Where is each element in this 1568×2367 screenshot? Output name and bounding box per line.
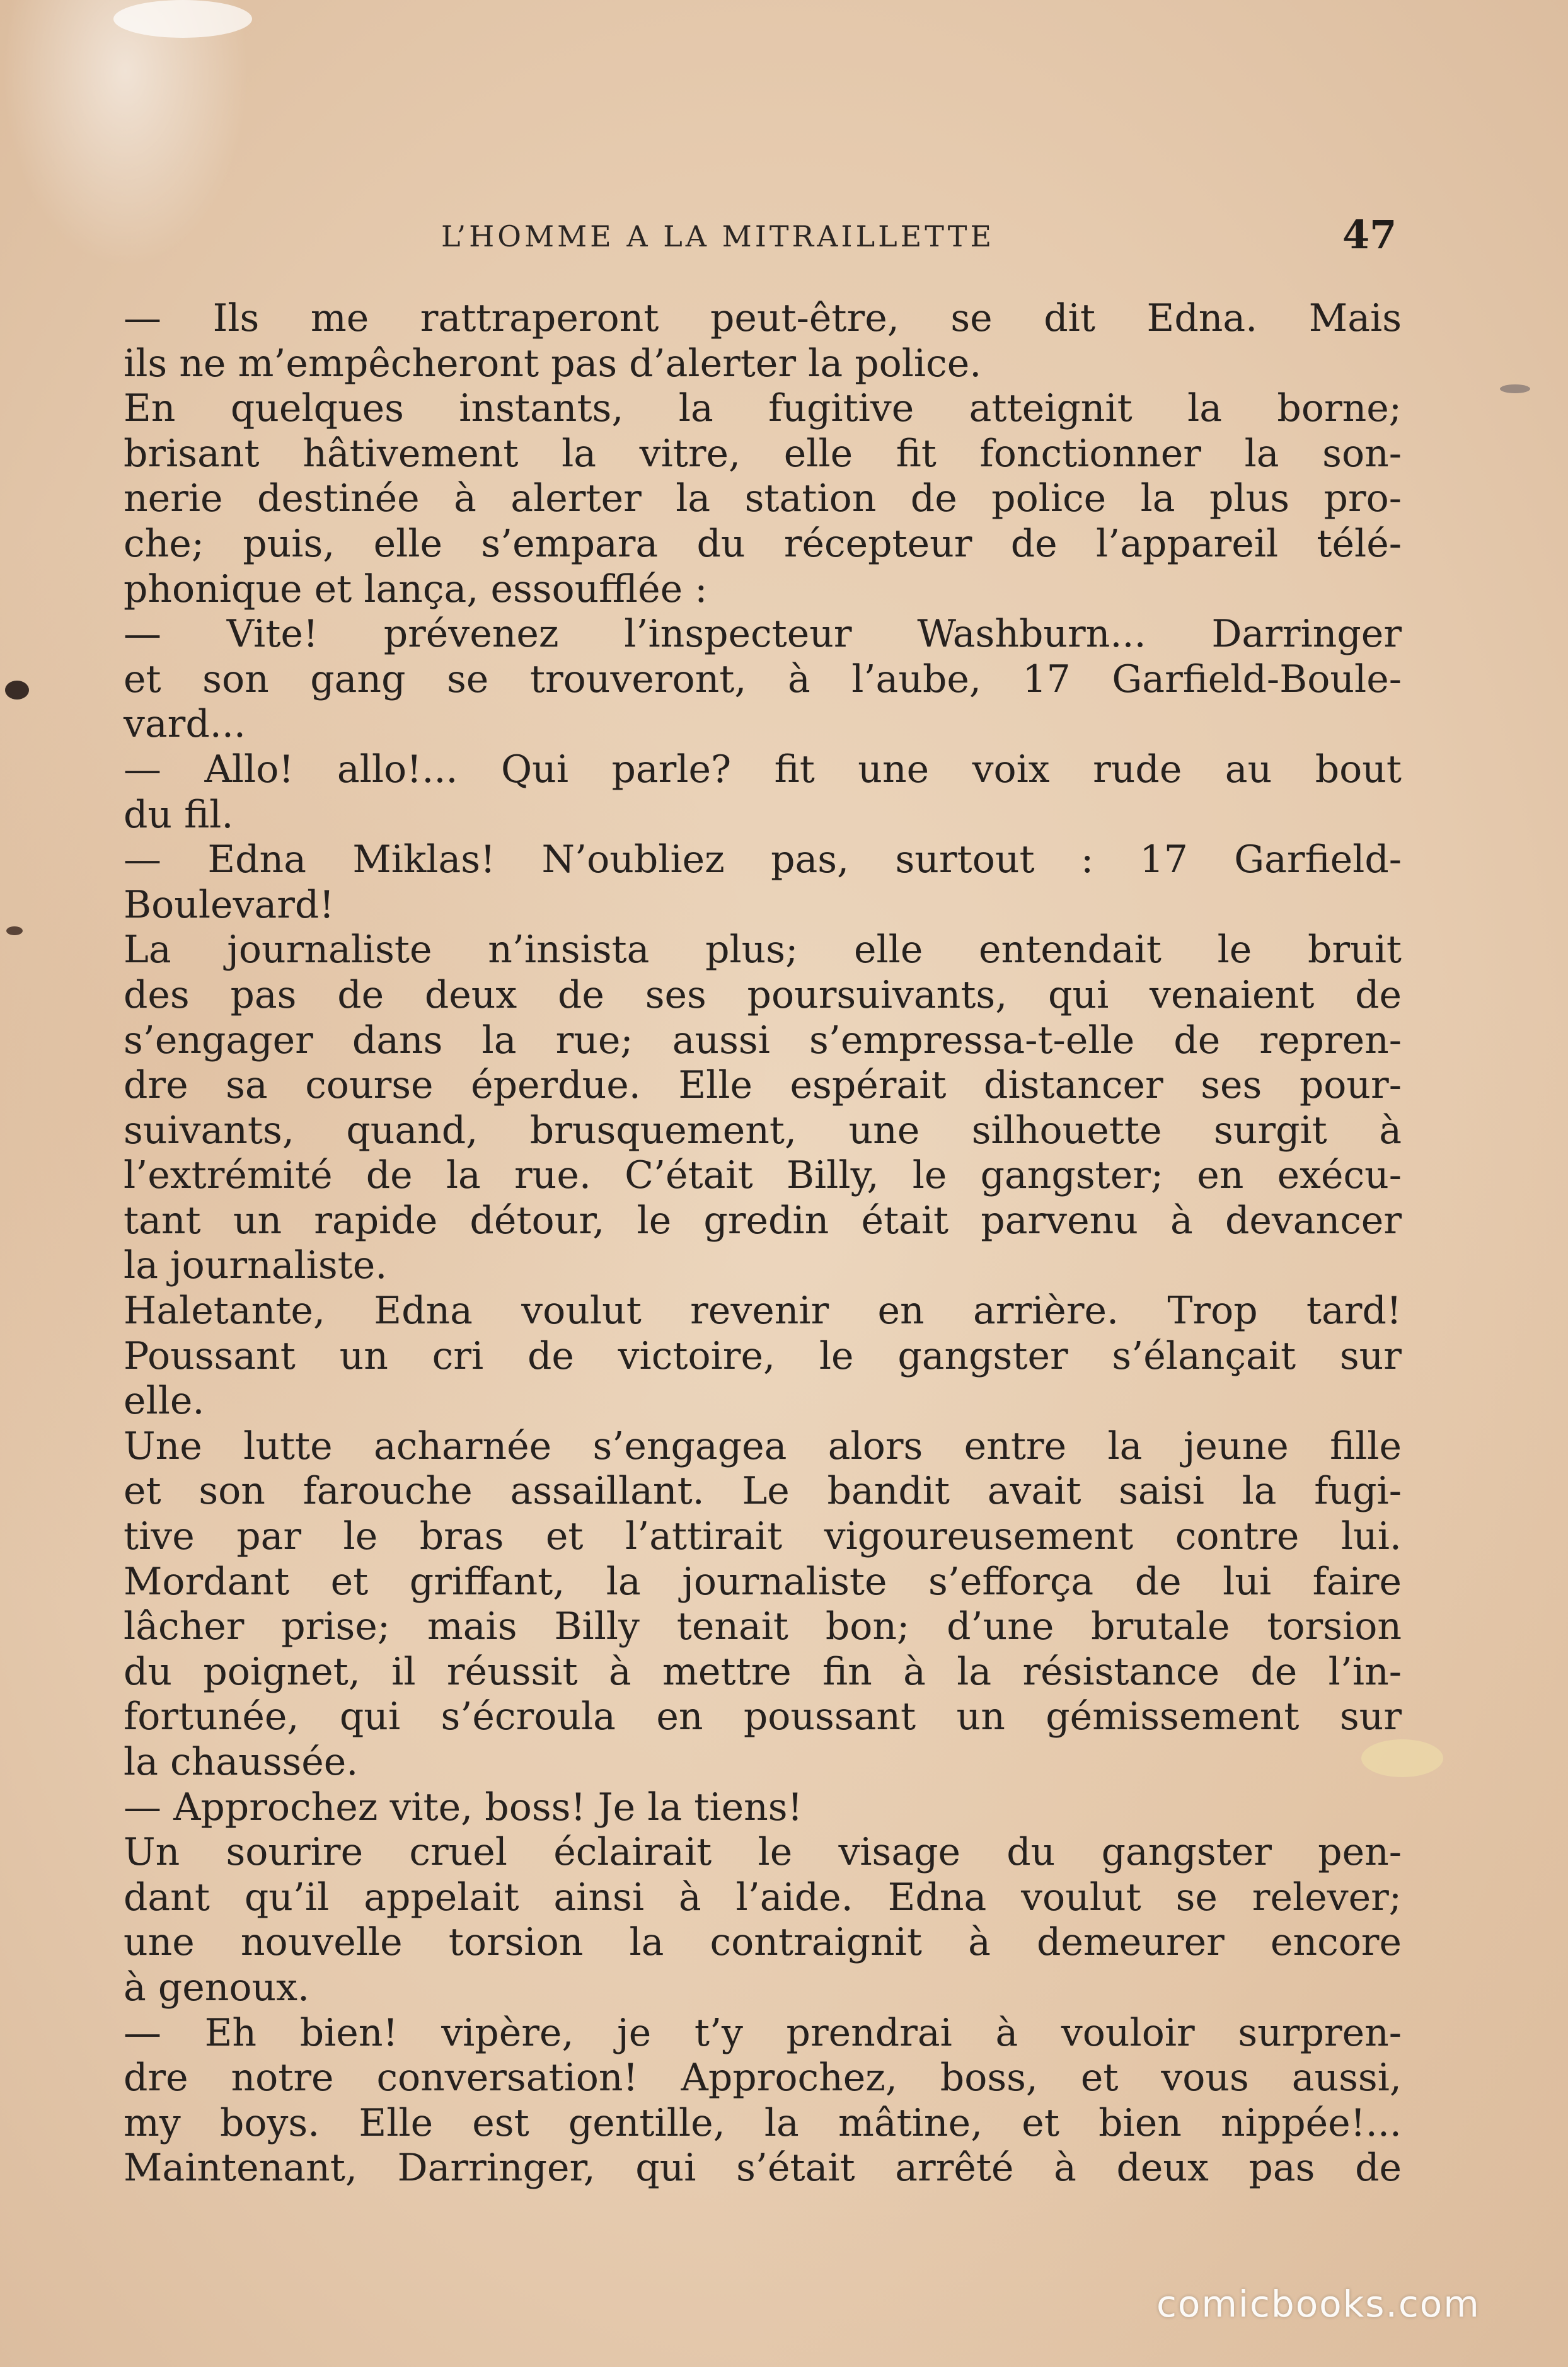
text-line: tive par le bras et l’attirait vigoureusement contre lui.	[124, 1514, 1402, 1559]
text-line: et son farouche assaillant. Le bandit avait saisi la fugi-	[124, 1469, 1402, 1514]
text-line: Poussant un cri de victoire, le gangster s’élançait sur	[124, 1333, 1402, 1378]
paper-wear-mark	[113, 0, 252, 38]
text-line: fortunée, qui s’écroula en poussant un gémissement sur	[124, 1695, 1402, 1739]
text-line: — Allo! allo!... Qui parle? fit une voix rude au bout	[124, 747, 1402, 792]
text-line: dre sa course éperdue. Elle espérait distancer ses pour-	[124, 1063, 1402, 1108]
text-line: du poignet, il réussit à mettre fin à la résistance de l’in-	[124, 1649, 1402, 1694]
text-line: dant qu’il appelait ainsi à l’aide. Edna voulut se relever;	[124, 1875, 1402, 1920]
text-line: ils ne m’empêcheront pas d’alerter la police.	[124, 341, 982, 386]
ink-stain	[6, 926, 23, 935]
text-line: — Ils me rattraperont peut-être, se dit Edna. Mais	[124, 296, 1402, 340]
text-line: Boulevard!	[124, 882, 335, 927]
text-line: l’extrémité de la rue. C’était Billy, le gangster; en exécu-	[124, 1153, 1402, 1198]
text-line: En quelques instants, la fugitive atteignit la borne;	[124, 386, 1402, 431]
text-line: une nouvelle torsion la contraignit à demeurer encore	[124, 1920, 1402, 1965]
text-line: Haletante, Edna voulut revenir en arrière. Trop tard!	[124, 1289, 1402, 1333]
text-line: phonique et lança, essoufflée :	[124, 567, 708, 611]
text-line: et son gang se trouveront, à l’aube, 17 Garfield-Boule-	[124, 657, 1402, 701]
text-line: La journaliste n’insista plus; elle entendait le bruit	[124, 928, 1402, 972]
text-line: la journaliste.	[124, 1243, 388, 1288]
text-line: — Vite! prévenez l’inspecteur Washburn... Darringer	[124, 612, 1402, 657]
text-line: lâcher prise; mais Billy tenait bon; d’une brutale torsion	[124, 1604, 1402, 1649]
text-line: nerie destinée à alerter la station de police la plus pro-	[124, 476, 1402, 521]
page-header	[0, 214, 1568, 265]
text-line: — Eh bien! vipère, je t’y prendrai à vouloir surpren-	[124, 2010, 1402, 2055]
text-line: du fil.	[124, 792, 234, 837]
text-line: tant un rapide détour, le gredin était parvenu à devancer	[124, 1198, 1402, 1243]
running-title: L’HOMME A LA MITRAILLETTE	[441, 219, 995, 253]
text-line: vard...	[124, 702, 246, 747]
text-line: des pas de deux de ses poursuivants, qui venaient de	[124, 972, 1402, 1017]
text-line: s’engager dans la rue; aussi s’empressa-t-elle de repren-	[124, 1018, 1402, 1063]
body-text	[124, 296, 1402, 2191]
text-line: elle.	[124, 1379, 205, 1424]
text-line: Maintenant, Darringer, qui s’était arrêté à deux pas de	[124, 2146, 1402, 2191]
text-line: Mordant et griffant, la journaliste s’efforça de lui faire	[124, 1559, 1402, 1604]
text-line: à genoux.	[124, 1965, 310, 2010]
text-line: Un sourire cruel éclairait le visage du gangster pen-	[124, 1830, 1402, 1875]
watermark: comicbooks.com	[1156, 2283, 1480, 2325]
text-line: my boys. Elle est gentille, la mâtine, et bien nippée!...	[124, 2100, 1402, 2145]
text-line: Une lutte acharnée s’engagea alors entre la jeune fille	[124, 1424, 1402, 1468]
text-line: suivants, quand, brusquement, une silhouette surgit à	[124, 1108, 1402, 1153]
text-line: brisant hâtivement la vitre, elle fit fonctionner la son-	[124, 431, 1402, 476]
text-line: dre notre conversation! Approchez, boss, et vous aussi,	[124, 2056, 1402, 2100]
paper-mark	[1500, 384, 1530, 393]
text-line: che; puis, elle s’empara du récepteur de l’appareil télé-	[124, 521, 1402, 566]
ink-stain	[5, 681, 29, 700]
text-line: la chaussée.	[124, 1740, 359, 1784]
page-number: 47	[1342, 212, 1397, 258]
text-line: — Edna Miklas! N’oubliez pas, surtout : 17 Garfield-	[124, 838, 1402, 882]
text-line: — Approchez vite, boss! Je la tiens!	[124, 1785, 803, 1829]
